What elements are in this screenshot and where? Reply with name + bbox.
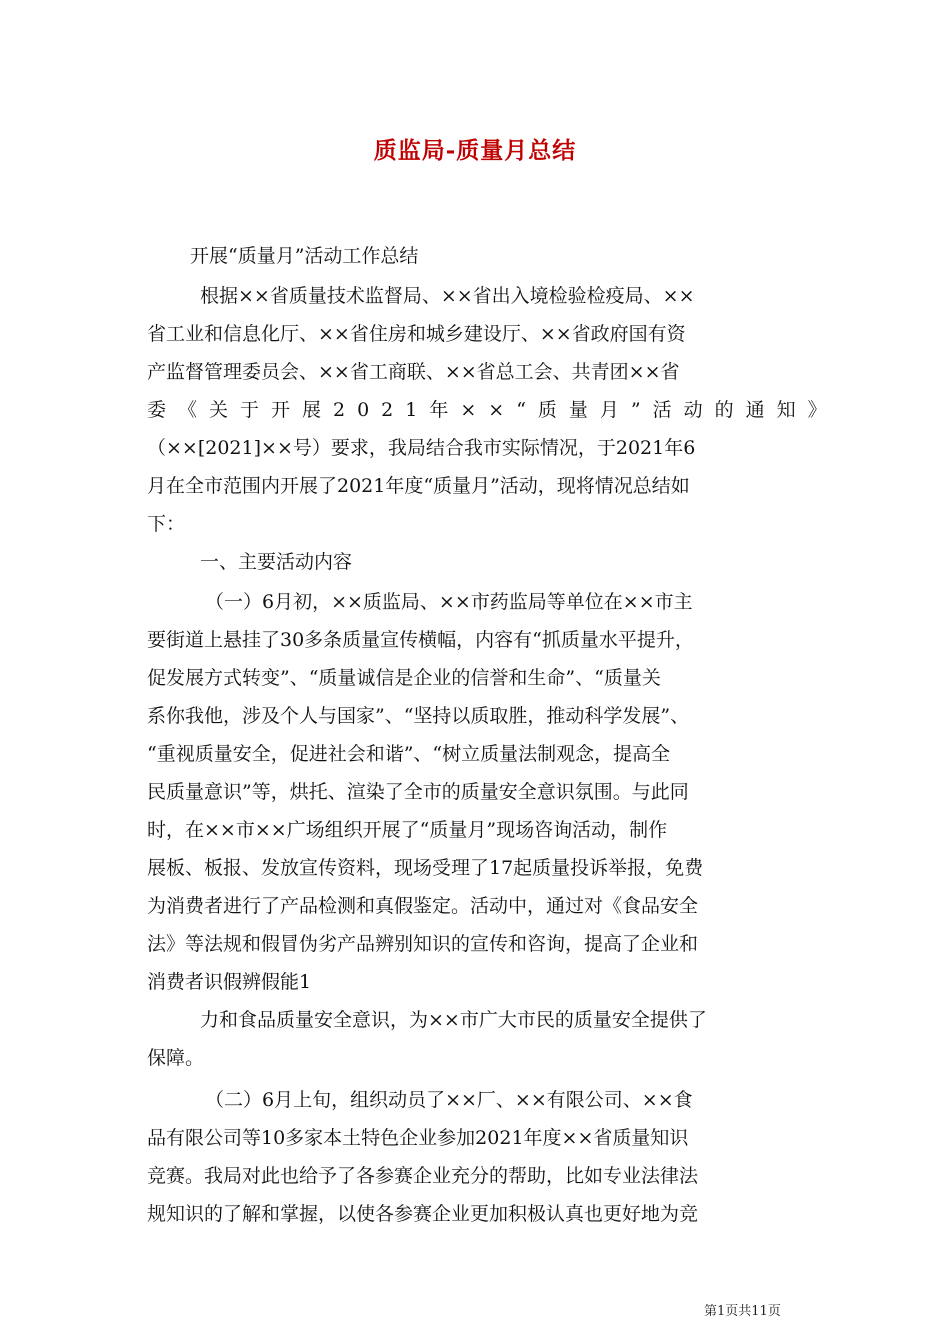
page-number: 第1页共11页 [704,1304,781,1319]
paragraph-line: （××[2021]××号）要求，我局结合我市实际情况，于2021年6 [147,437,696,459]
paragraph-line: 月在全市范围内开展了2021年度“质量月”活动，现将情况总结如 [147,475,690,497]
paragraph-line: 产监督管理委员会、××省工商联、××省总工会、共青团××省 [147,361,680,383]
paragraph-line: 时，在××市××广场组织开展了“质量月”现场咨询活动，制作 [147,819,668,841]
section-heading-line: 一、主要活动内容 [200,551,353,573]
paragraph-line: 保障。 [147,1047,205,1069]
paragraph-line: 委《关于开展2021年××“质量月”活动的通知》 [147,399,839,421]
paragraph-line: 下： [147,513,186,535]
paragraph-line: 要街道上悬挂了30多条质量宣传横幅，内容有“抓质量水平提升， [147,629,694,651]
paragraph-line: 系你我他，涉及个人与国家”、“坚持以质取胜，推动科学发展”、 [147,705,690,727]
paragraph-line: 为消费者进行了产品检测和真假鉴定。活动中，通过对《食品安全 [147,895,699,917]
document-title: 质监局-质量月总结 [373,137,577,164]
paragraph-line: 省工业和信息化厅、××省住房和城乡建设厅、××省政府国有资 [147,323,686,345]
paragraph-line: （二）6月上旬，组织动员了××厂、××有限公司、××食 [205,1089,693,1111]
paragraph-line: 民质量意识”等，烘托、渲染了全市的质量安全意识氛围。与此同 [147,781,689,803]
paragraph-line: “重视质量安全，促进社会和谐”、“树立质量法制观念，提高全 [147,743,671,765]
paragraph-line: 促发展方式转变”、“质量诚信是企业的信誉和生命”、“质量关 [147,667,661,689]
paragraph-line: 品有限公司等10多家本土特色企业参加2021年度××省质量知识 [147,1127,689,1149]
paragraph-line: 根据××省质量技术监督局、××省出入境检验检疫局、×× [200,285,695,307]
paragraph-line: 规知识的了解和掌握，以使各参赛企业更加积极认真也更好地为竞 [147,1203,699,1225]
paragraph-line: 竞赛。我局对此也给予了各参赛企业充分的帮助，比如专业法律法 [147,1165,699,1187]
paragraph-line: 法》等法规和假冒伪劣产品辨别知识的宣传和咨询，提高了企业和 [147,933,699,955]
paragraph-line: 消费者识假辨假能1 [147,971,312,993]
paragraph-line: 展板、板报、发放宣传资料，现场受理了17起质量投诉举报，免费 [147,857,704,879]
paragraph-line: 力和食品质量安全意识，为××市广大市民的质量安全提供了 [200,1009,707,1031]
paragraph-line: （一）6月初，××质监局、××市药监局等单位在××市主 [205,591,693,613]
section-heading-line: 开展“质量月”活动工作总结 [190,245,419,267]
